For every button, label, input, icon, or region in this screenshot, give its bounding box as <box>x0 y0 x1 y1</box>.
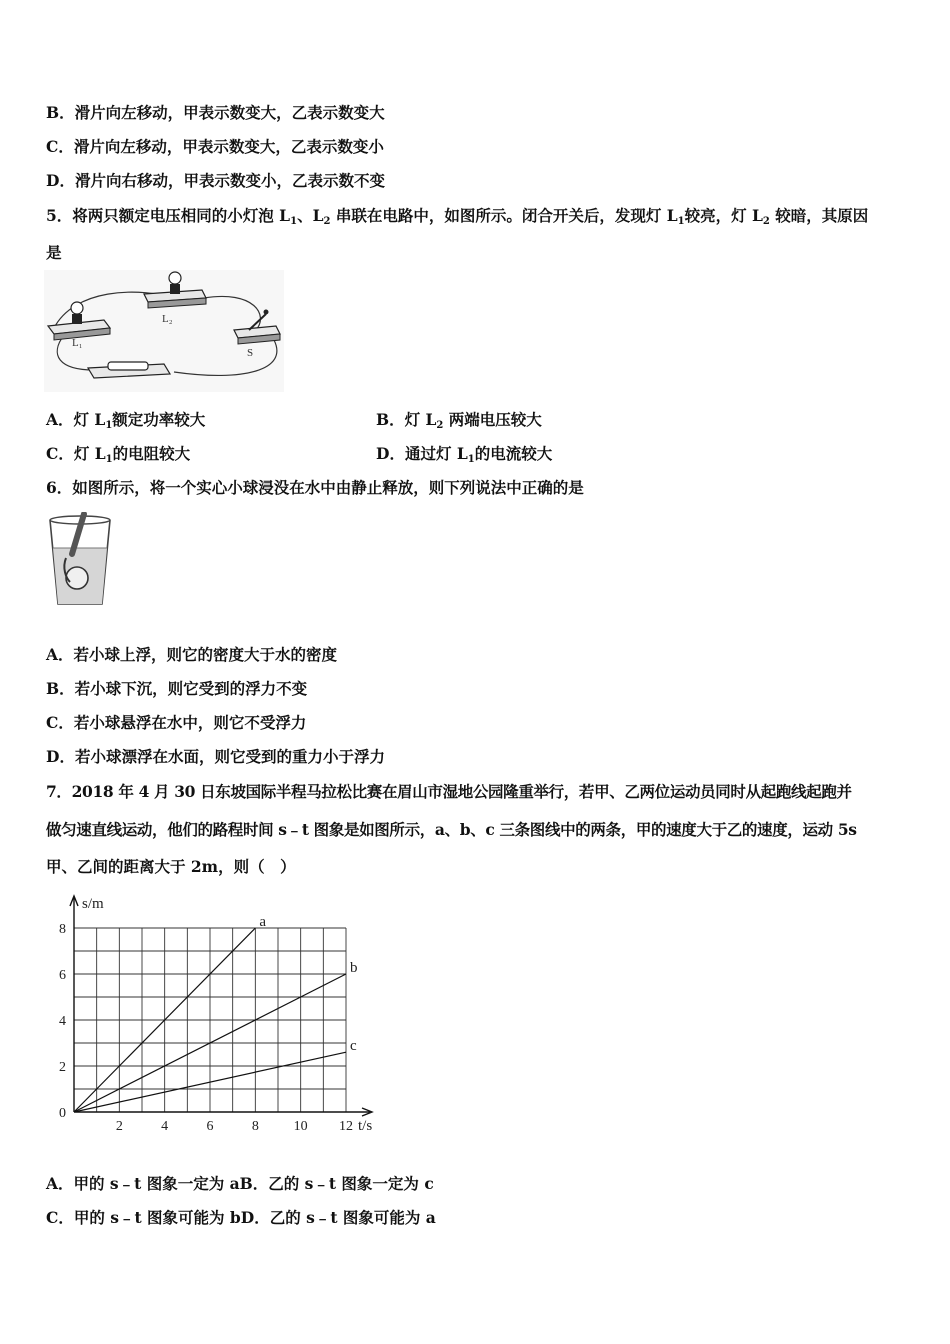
switch-knob <box>264 310 269 315</box>
series-label-b: b <box>350 960 358 976</box>
y-tick-label: 8 <box>59 922 66 937</box>
series-label-c: c <box>350 1038 357 1055</box>
l2-socket <box>170 284 180 294</box>
q5-option-a: A．灯 $L_1$额定功率较大 <box>46 410 206 431</box>
q4-option-c: C．滑片向左移动，甲表示数变大，乙表示数变小 <box>46 137 384 156</box>
chart-series <box>74 914 358 1112</box>
chart-axes <box>70 896 372 1134</box>
q5-stem-line2: 是 <box>46 243 62 262</box>
q5-stem-line1: 5．将两只额定电压相同的小灯泡 $L_1$、$L_2$ 串联在电路中，如图所示。闭合开关后，发现灯 $L_1$较亮，灯 $L_2$ 较暗，其原因 <box>46 206 869 227</box>
y-tick-label: 0 <box>59 1106 66 1121</box>
beaker-figure <box>44 512 114 608</box>
q5-option-c: C．灯 $L_1$的电阻较大 <box>46 444 191 465</box>
l1-socket <box>72 314 82 324</box>
q7-stem-line1: 7．2018 年 4 月 30 日东坡国际半程马拉松比赛在眉山市湿地公园隆重举行，若甲、乙两位运动员同时从起跑线起跑并 <box>46 782 852 801</box>
x-tick-label: 10 <box>293 1119 308 1134</box>
q6-option-b: B．若小球下沉，则它受到的浮力不变 <box>46 679 308 698</box>
x-tick-label: 2 <box>115 1119 123 1134</box>
st-chart <box>44 890 380 1140</box>
label-s: S <box>247 347 254 359</box>
l1-bulb <box>71 302 83 314</box>
battery-cell <box>108 362 148 370</box>
label-l1: L₁ <box>72 337 83 349</box>
q4-option-d: D．滑片向右移动，甲表示数变小，乙表示数不变 <box>46 171 385 190</box>
q6-stem: 6．如图所示，将一个实心小球浸没在水中由静止释放，则下列说法中正确的是 <box>46 478 584 497</box>
q7-stem-line2: 做匀速直线运动，他们的路程时间 s﹣t 图象是如图所示，a、b、c 三条图线中的两条，甲的速度大于乙的速度，运动 5s <box>46 820 857 839</box>
q7-options-ab: A．甲的 s﹣t 图象一定为 aB．乙的 s﹣t 图象一定为 c <box>46 1174 434 1193</box>
x-axis-label: t/s <box>358 1118 373 1134</box>
q6-option-c: C．若小球悬浮在水中，则它不受浮力 <box>46 713 307 732</box>
q6-option-d: D．若小球漂浮在水面，则它受到的重力小于浮力 <box>46 747 385 766</box>
q5-option-d: D．通过灯 $L_1$的电流较大 <box>376 444 553 465</box>
y-tick-label: 4 <box>59 1014 66 1029</box>
chart-grid <box>74 928 346 1112</box>
q4-option-b: B．滑片向左移动，甲表示数变大，乙表示数变大 <box>46 103 385 122</box>
x-tick-label: 6 <box>206 1119 214 1134</box>
q5-option-b: B．灯 $L_2$ 两端电压较大 <box>376 410 542 431</box>
circuit-figure <box>44 270 284 392</box>
l2-bulb <box>169 272 181 284</box>
y-tick-label: 2 <box>59 1060 66 1075</box>
q7-options-cd: C．甲的 s﹣t 图象可能为 bD．乙的 s﹣t 图象可能为 a <box>46 1208 436 1227</box>
series-label-a: a <box>259 914 267 930</box>
y-tick-label: 6 <box>59 968 66 983</box>
y-axis-label: s/m <box>82 896 104 912</box>
label-l2: L₂ <box>162 313 173 325</box>
x-tick-label: 8 <box>251 1119 259 1134</box>
ball <box>66 567 88 589</box>
q7-stem-line3: 甲、乙间的距离大于 2m，则（ ） <box>46 857 296 876</box>
x-tick-label: 4 <box>161 1119 169 1134</box>
q6-option-a: A．若小球上浮，则它的密度大于水的密度 <box>46 645 338 664</box>
chart-ticks <box>59 922 353 1134</box>
x-tick-label: 12 <box>339 1119 353 1134</box>
